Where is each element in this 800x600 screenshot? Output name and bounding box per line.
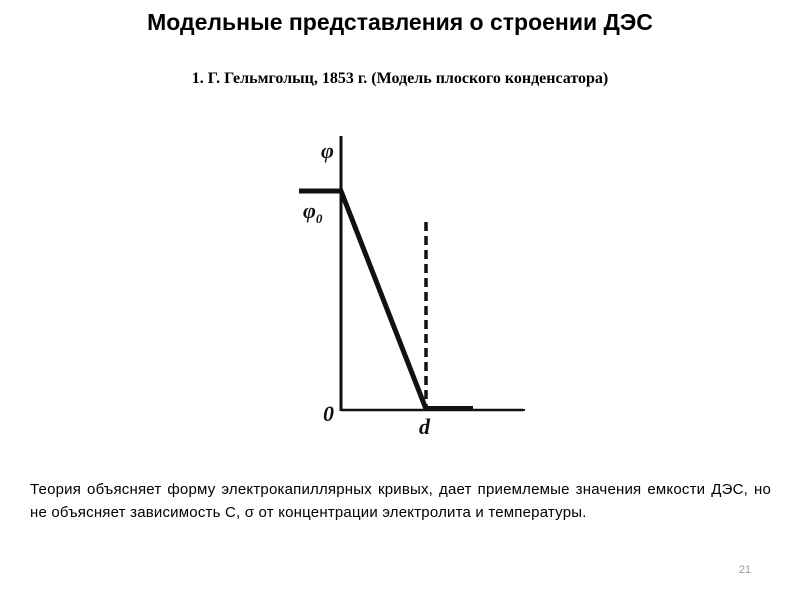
- origin-label: 0: [323, 401, 334, 426]
- y-axis-label: φ: [321, 138, 334, 163]
- d-label: d: [419, 414, 430, 439]
- helmholtz-diagram: [295, 128, 535, 440]
- potential-drop-line: [341, 191, 426, 409]
- phi0-label-sub: 0: [315, 211, 323, 226]
- page-number: 21: [738, 564, 752, 576]
- phi0-label: [303, 198, 323, 226]
- body-text: Теория объясняет форму электрокапиллярных кривых, дает приемлемые значения емкости ДЭС, но не объясняет зависимость С, σ от концентрации электролита и температуры.: [30, 481, 771, 521]
- phi0-label-base: φ: [303, 198, 316, 223]
- helmholtz-diagram-svg: [295, 128, 535, 440]
- slide-subtitle: 1. Г. Гельмголыц, 1853 г. (Модель плоского конденсатора): [191, 70, 609, 87]
- slide-title: Модельные представления о строении ДЭС: [147, 9, 653, 35]
